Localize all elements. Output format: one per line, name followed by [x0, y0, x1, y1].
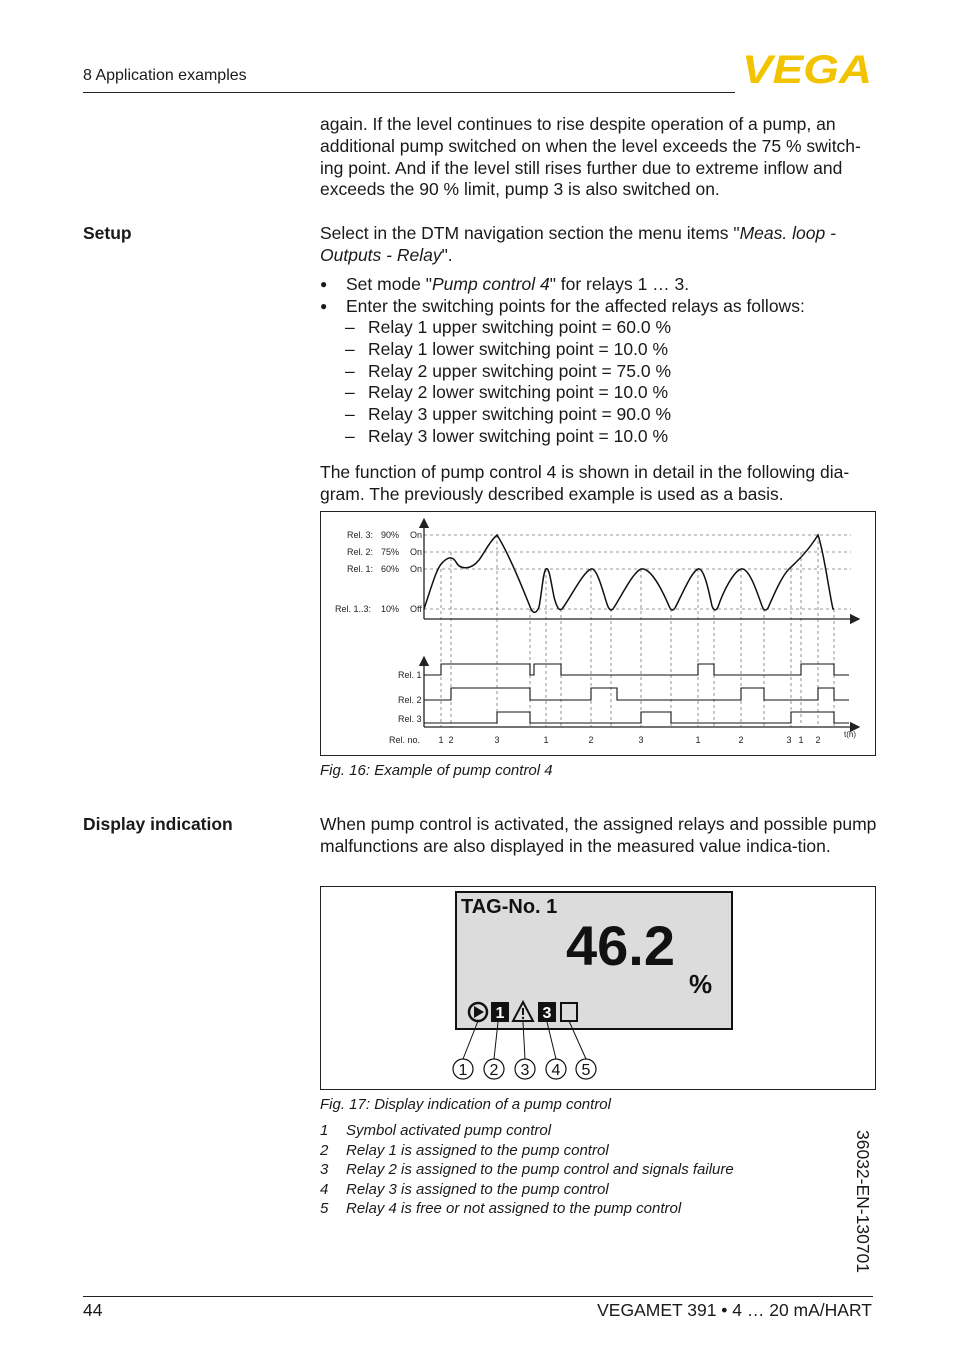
list-item: – Relay 2 lower switching point = 10.0 % — [345, 382, 671, 404]
legend-item: 5 Relay 4 is free or not assigned to the pump control — [320, 1200, 682, 1217]
display-paragraph: When pump control is activated, the assigned relays and possible pump malfunctions are also displayed in the measured value indica-tion. — [320, 814, 877, 856]
legend-item: 4 Relay 3 is assigned to the pump control — [320, 1180, 609, 1198]
rel-no-item: 2 — [738, 735, 744, 745]
legend-item: 3 Relay 2 is assigned to the pump control and signals failure — [320, 1161, 734, 1178]
time-label: t(h) — [844, 730, 856, 739]
lcd-tag: TAG-No. 1 — [461, 896, 558, 918]
callouts — [453, 1059, 596, 1079]
level-state-rel2: On — [410, 547, 423, 557]
legend-item: 2 Relay 1 is assigned to the pump control — [320, 1141, 609, 1159]
rel-no-item: 2 — [588, 735, 594, 745]
level-pct-rel3: 90% — [381, 530, 400, 540]
switching-point-list — [345, 317, 671, 448]
relay-3-digit: 3 — [542, 1005, 552, 1022]
level-pct-rel1: 60% — [381, 564, 400, 574]
logo-text: VEGA — [742, 52, 872, 86]
lcd-value: 46.2 — [566, 914, 675, 977]
footer-rule — [83, 1296, 873, 1297]
level-curve — [424, 535, 834, 612]
rel-no-item: 3 — [786, 735, 792, 745]
relay-2-trace — [424, 688, 849, 700]
section-title: 8 Application examples — [83, 67, 247, 84]
list-item: – Relay 1 lower switching point = 10.0 % — [345, 339, 671, 361]
level-state-rel3: On — [410, 530, 423, 540]
callout-4-label: 4 — [551, 1062, 561, 1079]
rel-no-item: 3 — [494, 735, 500, 745]
bullet-item: ● Enter the switching points for the affected relays as follows: — [320, 296, 880, 318]
setup-heading: Setup — [83, 223, 132, 243]
callout-3-label: 3 — [520, 1062, 530, 1079]
footer-title: VEGAMET 391 • 4 … 20 mA/HART — [597, 1300, 872, 1320]
list-item: – Relay 1 upper switching point = 60.0 % — [345, 317, 671, 339]
display-svg — [321, 887, 875, 1089]
relay-1-digit: 1 — [495, 1005, 505, 1022]
level-state-rel1: On — [410, 564, 423, 574]
rel-no-item: 2 — [448, 735, 454, 745]
header-rule — [83, 92, 735, 93]
document-id: 36032-EN-130701 — [853, 1130, 873, 1274]
rel-no-item: 2 — [815, 735, 821, 745]
callout-5-label: 5 — [581, 1062, 591, 1079]
level-state-all: Off — [410, 604, 422, 614]
level-label-all: Rel. 1..3: — [335, 604, 372, 614]
rel-no-sequence — [438, 735, 820, 745]
relay-label-1: Rel. 1 — [398, 670, 422, 680]
rel-no-item: 1 — [798, 735, 804, 745]
figure-17-legend — [320, 1121, 734, 1219]
level-label-rel2: Rel. 2: — [347, 547, 374, 557]
display-heading: Display indication — [83, 814, 233, 834]
display-figure — [320, 886, 876, 1090]
pump-control-diagram — [320, 511, 876, 756]
pump-control-svg — [321, 512, 875, 755]
setup-intro: Select in the DTM navigation section the menu items "Meas. loop - Outputs - Relay". — [320, 223, 836, 265]
relay-3-trace — [424, 712, 849, 723]
level-pct-rel2: 75% — [381, 547, 400, 557]
page-number: 44 — [83, 1300, 103, 1320]
list-item: – Relay 2 upper switching point = 75.0 % — [345, 361, 671, 383]
figure-16-caption: Fig. 16: Example of pump control 4 — [320, 762, 553, 779]
list-item: – Relay 3 lower switching point = 10.0 % — [345, 426, 671, 448]
relay-label-2: Rel. 2 — [398, 695, 422, 705]
event-lines — [441, 535, 834, 727]
intro-paragraph: again. If the level continues to rise despite operation of a pump, an additional pump switched on when the level exceeds the 75 % switch-ing point. And if the level still rises further due to extreme inflow and exceeds the 90 % limit, pump 3 is also switched on. — [320, 114, 861, 200]
rel-no-item: 1 — [543, 735, 549, 745]
level-labels — [335, 530, 422, 614]
rel-no-label: Rel. no. — [389, 735, 421, 745]
level-label-rel3: Rel. 3: — [347, 530, 374, 540]
list-item: – Relay 3 upper switching point = 90.0 % — [345, 404, 671, 426]
relay-label-3: Rel. 3 — [398, 714, 422, 724]
bullet-item: ● Set mode "Pump control 4" for relays 1 … 3. — [320, 274, 880, 296]
legend-item: 1 Symbol activated pump control — [320, 1122, 552, 1139]
setup-bullets — [320, 274, 880, 318]
lcd-unit: % — [689, 969, 713, 999]
figure-17-caption: Fig. 17: Display indication of a pump control — [320, 1096, 611, 1113]
level-label-rel1: Rel. 1: — [347, 564, 374, 574]
level-pct-all: 10% — [381, 604, 400, 614]
relay-1-trace — [424, 664, 849, 675]
function-paragraph: The function of pump control 4 is shown in detail in the following dia-gram. The previously described example is used as a basis. — [320, 462, 850, 504]
vega-logo — [742, 52, 874, 86]
rel-no-item: 1 — [438, 735, 444, 745]
callout-1-label: 1 — [458, 1062, 468, 1079]
rel-no-item: 3 — [638, 735, 644, 745]
callout-2-label: 2 — [489, 1062, 499, 1079]
rel-no-item: 1 — [695, 735, 701, 745]
